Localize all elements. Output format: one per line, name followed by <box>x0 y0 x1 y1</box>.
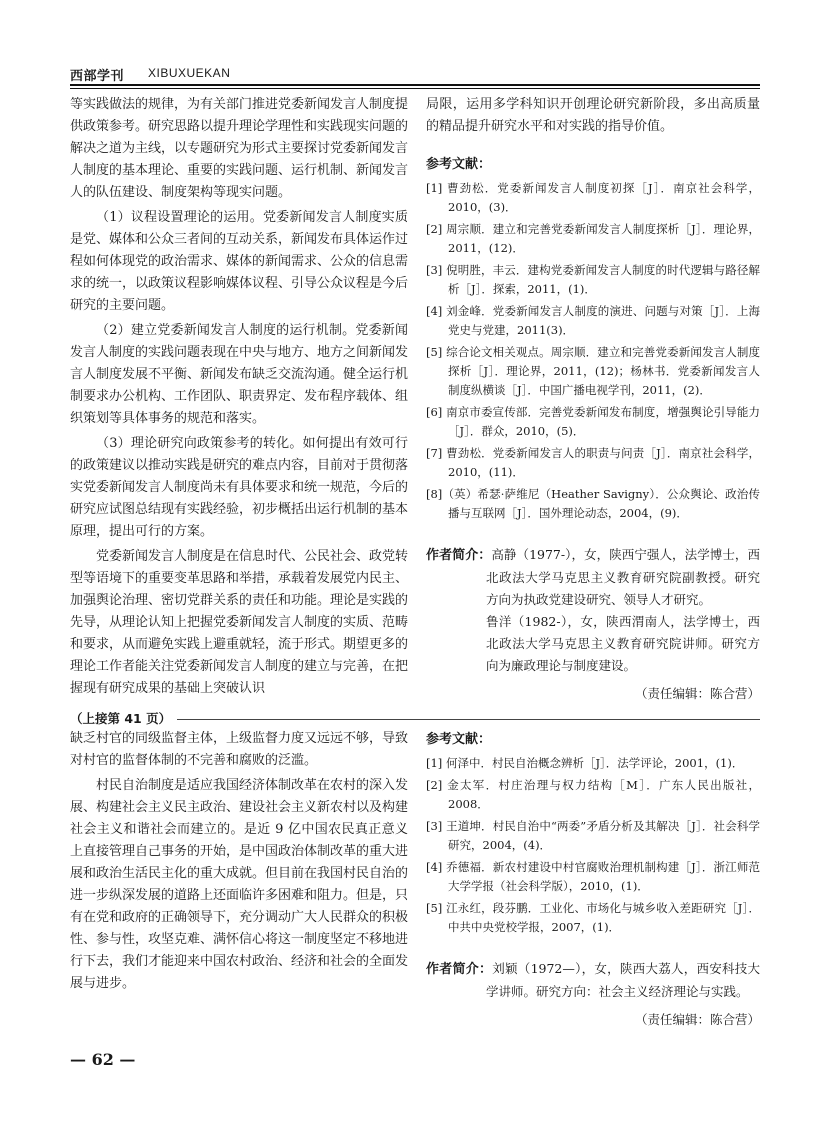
continued-from-label: （上接第 41 页） <box>70 709 177 727</box>
continuation-paragraph: 局限，运用多学科知识开创理论研究新阶段，多出高质量的精品提升研究水平和对实践的指导价值。 <box>426 97 760 134</box>
running-header <box>70 64 760 90</box>
reference-item: [3] 倪明胜，丰云．建构党委新闻发言人制度的时代逻辑与路径解析［J］．探索，2011，(1)． <box>426 263 760 296</box>
paragraph: （3）理论研究向政策参考的转化。如何提出有效可行的政策建议以推动实践是研究的难点内容，目前对于贯彻落实党委新闻发言人制度尚未有具体要求和统一规范，今后的研究应试图总结现有实践经验，初步概括出运行机制的基本原理，提出可行的方案。 <box>70 436 409 539</box>
author-bio <box>426 958 760 1003</box>
reference-item: [1] 曹劲松．党委新闻发言人制度初探［J］．南京社会科学，2010，(3)． <box>426 181 760 214</box>
paragraph: 村民自治制度是适应我国经济体制改革在农村的深入发展、构建社会主义民主政治、建设社会主义新农村以及构建社会主义和谐社会而建立的。是近 9 亿中国农民真正意义上直接管理自己事务的开始，是中国政治体制改革的重大进展和政治生活民主化的重大成就。但目前在我国村民自治的进一步纵深发展的道路上还面临许多困难和阻力。但是，只有在党和政府的正确领导下，充分调动广大人民群众的积极性、参与性，攻坚克难、满怀信心将这一制度坚定不移地进行下去，我们才能迎来中国农村政治、经济和社会的全面发展与进步。 <box>70 778 409 991</box>
reference-list <box>426 754 760 937</box>
paragraph: 等实践做法的规律，为有关部门推进党委新闻发言人制度提供政策参考。研究思路以提升理论学理性和实践现实问题的解决之道为主线，以专题研究为形式主要探讨党委新闻发言人制度的基本理论、重要的实践问题、运行机制、新闻发言人的队伍建设、制度架构等现实问题。 <box>70 97 409 200</box>
reference-item: [7] 曹劲松．党委新闻发言人的职责与问责［J］．南京社会科学，2010，(11)． <box>426 446 760 479</box>
reference-item: [5] 江永红，段芬鹏．工业化、市场化与城乡收入差距研究［J］．中共中央党校学报，2007，(1)． <box>426 901 760 934</box>
reference-item: [1] 何泽中．村民自治概念辨析［J］．法学评论，2001，(1)． <box>426 756 744 770</box>
paragraph: （2）建立党委新闻发言人制度的运行机制。党委新闻发言人制度的实践问题表现在中央与地方、地方之间新闻发言人制度发展不平衡、新闻发布缺乏交流沟通。健全运行机制要求办公机构、工作团队、职责界定、发布程序载体、组织策划等具体事务的规范和落实。 <box>70 323 409 426</box>
references-heading: 参考文献： <box>426 157 492 172</box>
author-entry: 鲁洋（1982-），女，陕西渭南人，法学博士，西北政法大学马克思主义教育研究院讲师。研究方向为廉政理论与制度建设。 <box>486 614 760 673</box>
top-left-column <box>70 94 408 703</box>
paragraph: （1）议程设置理论的运用。党委新闻发言人制度实质是党、媒体和公众三者间的互动关系，新闻发布具体运作过程如何体现党的政治需求、媒体的新闻需求、公众的信息需求的统一，以政策议程影响媒体议程、引导公众议程是今后研究的主要问题。 <box>70 210 409 313</box>
reference-item: [2] 金太军．村庄治理与权力结构［M］．广东人民出版社，2008． <box>426 778 760 811</box>
reference-item: [5] 综合论文相关观点。周宗顺．建立和完善党委新闻发言人制度探析［J］．理论界，2011，(12)；杨林书．党委新闻发言人制度纵横谈［J］．中国广播电视学刊，2011，(2)． <box>426 345 760 397</box>
paragraph: 党委新闻发言人制度是在信息时代、公民社会、政党转型等语境下的重要变革思路和举措，承载着发展党内民主、加强舆论治理、密切党群关系的责任和功能。理论是实践的先导，从理论认知上把握党委新闻发言人制度的实质、范畴和要求，从而避免实践上避重就轻，流于形式。期望更多的理论工作者能关注党委新闻发言人制度的建立与完善，在把握现有研究成果的基础上突破认识 <box>70 549 409 696</box>
editor-credit: （责任编辑：陈合营） <box>634 686 760 701</box>
header-rule-thin <box>70 88 760 89</box>
top-right-column <box>426 94 760 705</box>
reference-item: [4] 乔德福．新农村建设中村官腐败治理机制构建［J］．浙江师范大学学报（社会科学版），2010，(1)． <box>426 860 760 893</box>
page-number: — 62 — <box>70 1050 136 1069</box>
references-heading: 参考文献： <box>426 732 492 747</box>
bottom-left-column <box>70 728 408 998</box>
reference-list <box>426 179 760 523</box>
reference-item: [3] 王道坤．村民自治中“两委”矛盾分析及其解决［J］．社会科学研究，2004，(4)． <box>426 819 760 852</box>
journal-latin-title: XIBUXUEKAN <box>148 66 231 80</box>
author-entry: 高静（1977-），女，陕西宁强人，法学博士，西北政法大学马克思主义教育研究院副教授。研究方向为执政党建设研究、领导人才研究。 <box>486 547 760 607</box>
author-entry: 刘颖（1972—），女，陕西大荔人，西安科技大学讲师。研究方向：社会主义经济理论与实践。 <box>486 961 760 999</box>
reference-item: [4] 刘金峰．党委新闻发言人制度的演进、问题与对策［J］．上海党史与党建，2011(3)． <box>426 304 760 337</box>
journal-title: 西部学刊 <box>70 69 125 84</box>
paragraph: 缺乏村官的同级监督主体，上级监督力度又远远不够，导致对村官的监督体制的不完善和腐败的泛滥。 <box>70 731 409 768</box>
reference-item: [8]（英）希瑟·萨维尼（Heather Savigny）．公众舆论、政治传播与互联网［J］．国外理论动态，2004，(9)． <box>426 487 760 520</box>
author-label: 作者简介： <box>426 548 492 563</box>
header-rule-thick <box>70 84 760 86</box>
author-label: 作者简介： <box>426 962 493 977</box>
reference-item: [6] 南京市委宣传部．完善党委新闻发布制度，增强舆论引导能力［J］．群众，2010，(5)． <box>426 405 760 438</box>
bottom-right-column <box>426 730 760 1031</box>
reference-item: [2] 周宗顺．建立和完善党委新闻发言人制度探析［J］．理论界，2011，(12)． <box>426 222 760 255</box>
author-bio <box>426 544 760 677</box>
editor-credit: （责任编辑：陈合营） <box>634 1012 760 1027</box>
